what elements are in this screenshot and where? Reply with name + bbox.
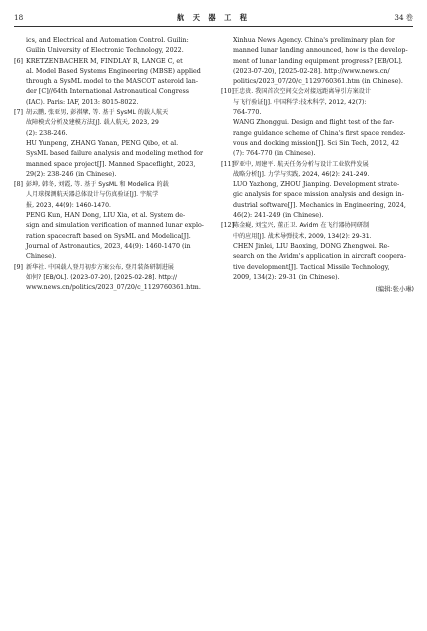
reference-line: Chinese). [26,253,57,261]
reference-line: 29(2): 238-246 (in Chinese). [26,170,117,178]
right-column [221,36,414,295]
reference-line: LUO Yazhong, ZHOU Jianping. Development strate- [233,181,400,189]
reference-line: Guilin University of Electronic Technology, 2022. [26,47,184,55]
reference-line: al. Model Based Systems Engineering (MBSE) applied [26,67,201,75]
reference-line: (2023-07-20), [2025-02-28]. http://www.news.cn/ [233,67,390,75]
reference-line: ics, and Electrical and Automation Control. Guilin: [26,37,189,44]
reference-number: [10] [221,88,235,96]
reference-entry [14,180,207,262]
reference-line: 王忠贵. 我国首次空间交会对接远距离导引方案设计 [233,88,371,96]
reference-number: [11] [221,160,235,168]
reference-line: KRETZENBACHER M, FINDLAY R, LANGE C, et [26,57,183,65]
reference-line: sign and simulation verification of manned lunar explo- [26,222,204,230]
reference-line: 陈金嶷, 刘宝兴, 董正卫. Avidm 在飞行器协同研制 [233,222,370,230]
reference-line: vous and docking mission[J]. Sci Sin Tech, 2012, 42 [233,139,400,147]
editor-note: (编辑:张小琳) [375,286,414,294]
reference-entry [221,160,414,222]
reference-line: www.news.cn/politics/2023_07/20/c_1129760361.htm. [26,284,201,292]
reference-line: 故障模式分析及建模方法[J]. 载人航天, 2023, 29 [26,119,159,127]
reference-line: 彭坤, 韩冬, 刘霞, 等. 基于 SysML 和 Modelica 的载 [26,181,169,189]
reference-line: 战略分析[J]. 力学与实践, 2024, 46(2): 241-249. [233,170,370,178]
reference-continuation [221,36,414,87]
reference-line: manned space project[J]. Manned Spaceflight, 2023, [26,160,196,168]
reference-line: HU Yunpeng, ZHANG Yanan, PENG Qibo, et al. [26,139,179,147]
reference-line: Journal of Astronautics, 2023, 44(9): 1460-1470 (in [26,242,191,250]
left-column [14,36,207,293]
reference-line: WANG Zhonggui. Design and flight test of the far- [233,119,395,127]
reference-continuation [14,36,207,57]
reference-line: 与飞行验证[J]. 中国科学:技术科学, 2012, 42(7): [233,98,367,106]
reference-line: (2): 238-246. [26,129,68,137]
reference-line: dustrial software[J]. Mechanics in Engineering, 2024, [233,201,406,209]
reference-line: Xinhua News Agency. China's preliminary plan for [233,37,395,44]
volume-label: 34 卷 [394,13,413,22]
reference-line: 报, 2023, 44(9): 1460-1470. [26,201,111,209]
reference-line: 中的应用[J]. 战术导弹技术, 2009, 134(2): 29-31. [233,232,372,240]
reference-line: PENG Kun, HAN Dong, LIU Xia, et al. System de- [26,212,186,220]
page-number: 18 [14,13,24,22]
reference-line: ment of lunar landing equipment progress? [EB/OL]. [233,57,403,65]
reference-entry [221,87,414,159]
reference-line: CHEN Jinlei, LIU Baoxing, DONG Zhengwei. Re- [233,242,390,250]
reference-number: [9] [14,263,23,271]
reference-line: manned lunar landing announced, how is the develop- [233,47,408,55]
reference-number: [7] [14,109,23,117]
reference-line: 如何? [EB/OL]. (2023-07-20), [2025-02-28]. http:// [26,273,178,281]
reference-line: search on the Avidm's application in aircraft coopera- [233,253,406,261]
reference-line: (7): 764-770 (in Chinese). [233,150,316,158]
reference-line: SysML based failure analysis and modeling method for [26,150,204,158]
reference-line: 2009, 134(2): 29-31 (in Chinese). [233,273,340,281]
reference-line: 罗亚中, 周建平. 航天任务分析与设计工业软件发展 [233,160,369,168]
journal-title: 航 天 器 工 程 [177,13,250,22]
reference-line: gic analysis for space mission analysis and design in- [233,191,404,199]
reference-line: 46(2): 241-249 (in Chinese). [233,212,324,220]
reference-line: 764-770. [233,109,262,117]
reference-entry [14,108,207,180]
reference-entry [14,57,207,108]
reference-line: politics/2023_07/20/c_1129760361.htm (in Chinese). [233,78,403,86]
reference-line: 人月球探测航天器总体设计与仿真验证[J]. 宇航学 [26,191,159,199]
reference-line: range guidance scheme of China's first space rendez- [233,129,406,137]
page-header [14,12,413,27]
reference-number: [6] [14,57,23,65]
reference-number: [12] [221,222,235,230]
reference-entry [221,221,414,283]
reference-line: through a SysML model to the MASCOT asteroid lan- [26,78,198,86]
reference-line: ration spacecraft based on SysML and Modelica[J]. [26,232,191,240]
reference-line: (IAC). Paris: IAF, 2013: 8015-8022. [26,98,139,106]
reference-entry [14,263,207,294]
reference-line: 胡云鹏, 张亚男, 彭祺擘, 等. 基于 SysML 的载人航天 [26,109,169,117]
reference-line: 新华社. 中国载人登月初步方案公布, 登月装备研制进展 [26,263,174,271]
reference-line: der [C]//64th International Astronautical Congress [26,88,190,96]
reference-number: [8] [14,181,23,189]
reference-line: tive development[J]. Tactical Missile Technology, [233,263,390,271]
